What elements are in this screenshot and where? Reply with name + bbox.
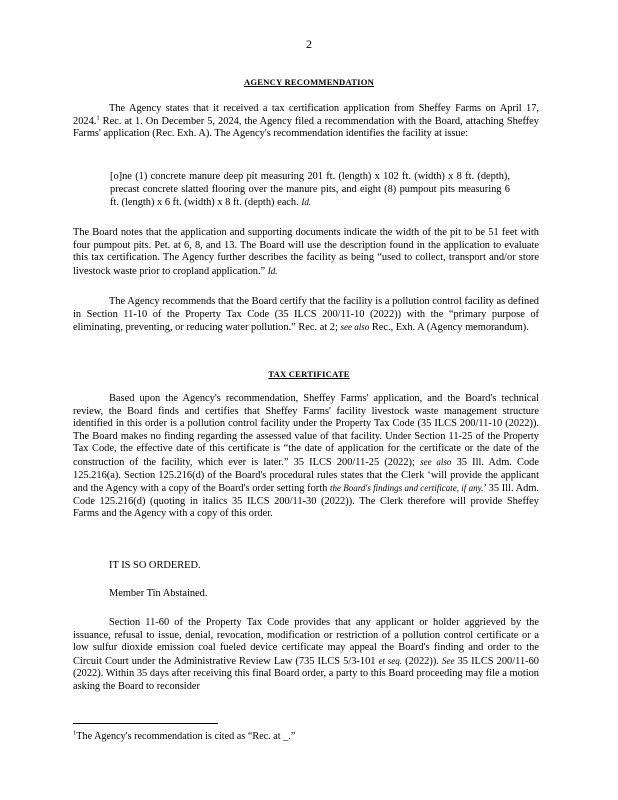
agency-paragraph-3: The Agency recommends that the Board certify that the facility is a pollution control facility as defined in Section 11-10 of the Property Tax Code (35 ILCS 200/11-10 (2022)) with the “primary purpose of eliminating, preventing, or reducing water pollution.” Rec. at 2; see also Rec., Exh. A (Agency memorandum). [73,296,539,334]
tax-paragraph-1: Based upon the Agency's recommendation, Sheffey Farms' application, and the Board's technical review, the Board finds and certifies that Sheffey Farms' facility livestock waste management structure identified in this order is a pollution control facility under the Property Tax Code (35 ILCS 200/11-10 (2022)). The Board makes no finding regarding the assessed value of that facility. Under Section 11-25 of the Property Tax Code, the effective date of this certificate is “the date of application for the certificate or the date of the construction of the facility, which ever is later.” 35 ILCS 200/11-25 (2022); see also 35 Ill. Adm. Code 125.216(a). Section 125.216(d) of the Board's procedural rules states that the Clerk ‘will provide the applicant and the Agency with a copy of the Board's order setting forth the Board's findings and certificate, if any.’ 35 Ill. Adm. Code 125.216(d) (quoting in italics 35 ILCS 200/11-30 (2022)). The Clerk therefore will provide Sheffey Farms and the Agency with a copy of this order. [73,393,539,520]
facility-description-quote: [o]ne (1) concrete manure deep pit measuring 201 ft. (length) x 102 ft. (width) x 8 ft. (depth), precast concrete slatted flooring over the manure pits, and eight (8) pumpout pits measuring 6 ft. (length) x 6 ft. (width) x 8 ft. (depth) each. Id. [110,171,510,209]
so-ordered-line: IT IS SO ORDERED. [109,560,201,571]
tax-paragraph-2: Section 11-60 of the Property Tax Code provides that any applicant or holder aggrieved by the issuance, refusal to issue, denial, revocation, modification or restriction of a pollution control certificate or a low sulfur dioxide emission coal fueled device certificate may appeal the Board's finding and order to the Circuit Court under the Administrative Review Law (735 ILCS 5/3-101 et seq. (2022)). See 35 ILCS 200/11-60 (2022). Within 35 days after receiving this final Board order, a party to this Board proceeding may file a motion asking the Board to reconsider [73,617,539,692]
page-number: 2 [306,37,312,51]
agency-paragraph-1: The Agency states that it received a tax certification application from Sheffey Farms on April 17, 2024.$^1$ Rec. at 1. On December 5, 2024, the Agency filed a recommendation with the Board, attaching Sheffey Farms' application (Rec. Exh. A). The Agency's recommendation identifies the facility at issue: [73,103,539,140]
agency-paragraph-2: The Board notes that the application and supporting documents indicate the width of the pit to be 51 feet with four pumpout pits. Pet. at 6, 8, and 13. The Board will use the description found in the application to evaluate this tax certification. The Agency further describes the facility as being “used to collect, transport and/or store livestock waste prior to cropland application.” Id. [73,227,539,277]
footnote: $^1$The Agency's recommendation is cited as “Rec. at _.” [73,729,296,742]
tax-certificate-heading: TAX CERTIFICATE [268,369,350,379]
abstention-line: Member Tin Abstained. [109,588,208,599]
footnote-separator [73,723,218,724]
footnote-ref: 1 [96,114,100,122]
agency-recommendation-heading: AGENCY RECOMMENDATION [243,77,374,87]
